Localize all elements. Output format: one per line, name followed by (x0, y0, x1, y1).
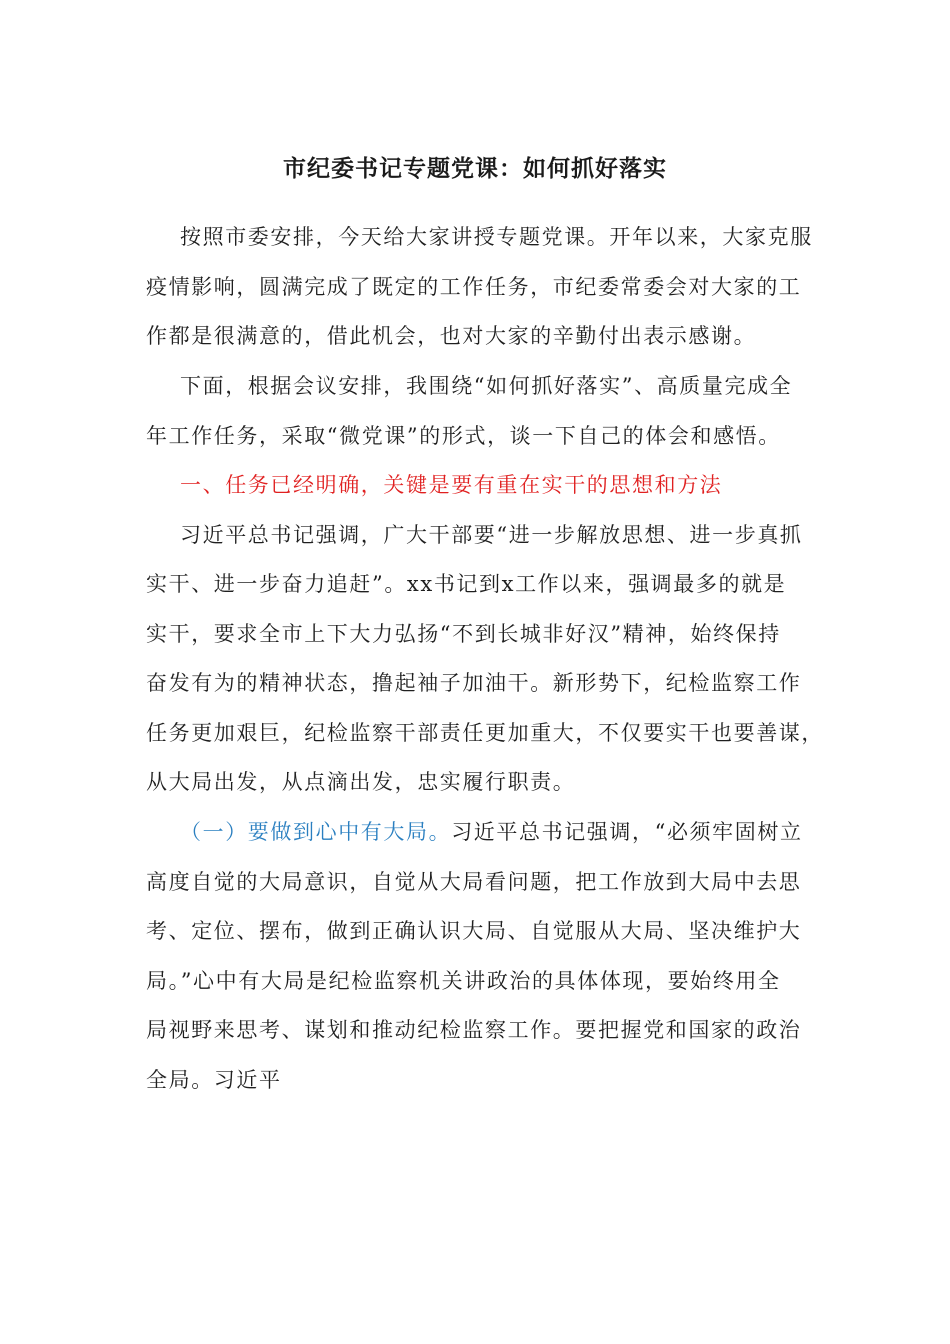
paragraph-3-line-3: 实干，要求全市上下大力弘扬“不到长城非好汉”精神，始终保持 (146, 622, 781, 646)
paragraph-2-line-2: 年工作任务，采取“微党课”的形式，谈一下自己的体会和感悟。 (146, 424, 781, 448)
paragraph-3-line-5: 任务更加艰巨，纪检监察干部责任更加重大，不仅要实干也要善谋， (146, 721, 824, 745)
paragraph-1-line-2: 疫情影响，圆满完成了既定的工作任务，市纪委常委会对大家的工 (146, 275, 802, 299)
paragraph-4-line-6: 全局。习近平 (146, 1068, 282, 1092)
paragraph-3-line-6: 从大局出发，从点滴出发，忠实履行职责。 (146, 770, 576, 794)
paragraph-2-line-1: 下面，根据会议安排，我围绕“如何抓好落实”、高质量完成全 (180, 374, 793, 398)
paragraph-4-line-5: 局视野来思考、谋划和推动纪检监察工作。要把握党和国家的政治 (146, 1018, 802, 1042)
paragraph-4-line-1-text: 习近平总书记强调，“必须牢固树立 (451, 820, 803, 844)
paragraph-4-line-4: 局。”心中有大局是纪检监察机关讲政治的具体体现，要始终用全 (146, 969, 781, 993)
paragraph-4-line-2: 高度自觉的大局意识，自觉从大局看问题，把工作放到大局中去思 (146, 870, 802, 894)
paragraph-4-line-1 (180, 817, 840, 847)
paragraph-3-line-1: 习近平总书记强调，广大干部要“进一步解放思想、进一步真抓 (180, 523, 803, 547)
paragraph-1-line-3: 作都是很满意的，借此机会，也对大家的辛勤付出表示感谢。 (146, 324, 757, 348)
paragraph-3-line-4: 奋发有为的精神状态，撸起袖子加油干。新形势下，纪检监察工作 (146, 671, 802, 695)
paragraph-1-line-1: 按照市委安排，今天给大家讲授专题党课。开年以来，大家克服 (180, 225, 813, 249)
paragraph-4-line-3: 考、定位、摆布，做到正确认识大局、自觉服从大局、坚决维护大 (146, 919, 802, 943)
paragraph-3-line-2: 实干、进一步奋力追赶”。xx书记到x工作以来，强调最多的就是 (146, 572, 787, 596)
subsection-heading-1: （一）要做到心中有大局。 (180, 820, 452, 844)
section-heading-1: 一、任务已经明确，关键是要有重在实干的思想和方法 (180, 473, 723, 497)
document-title: 市纪委书记专题党课：如何抓好落实 (283, 155, 667, 182)
